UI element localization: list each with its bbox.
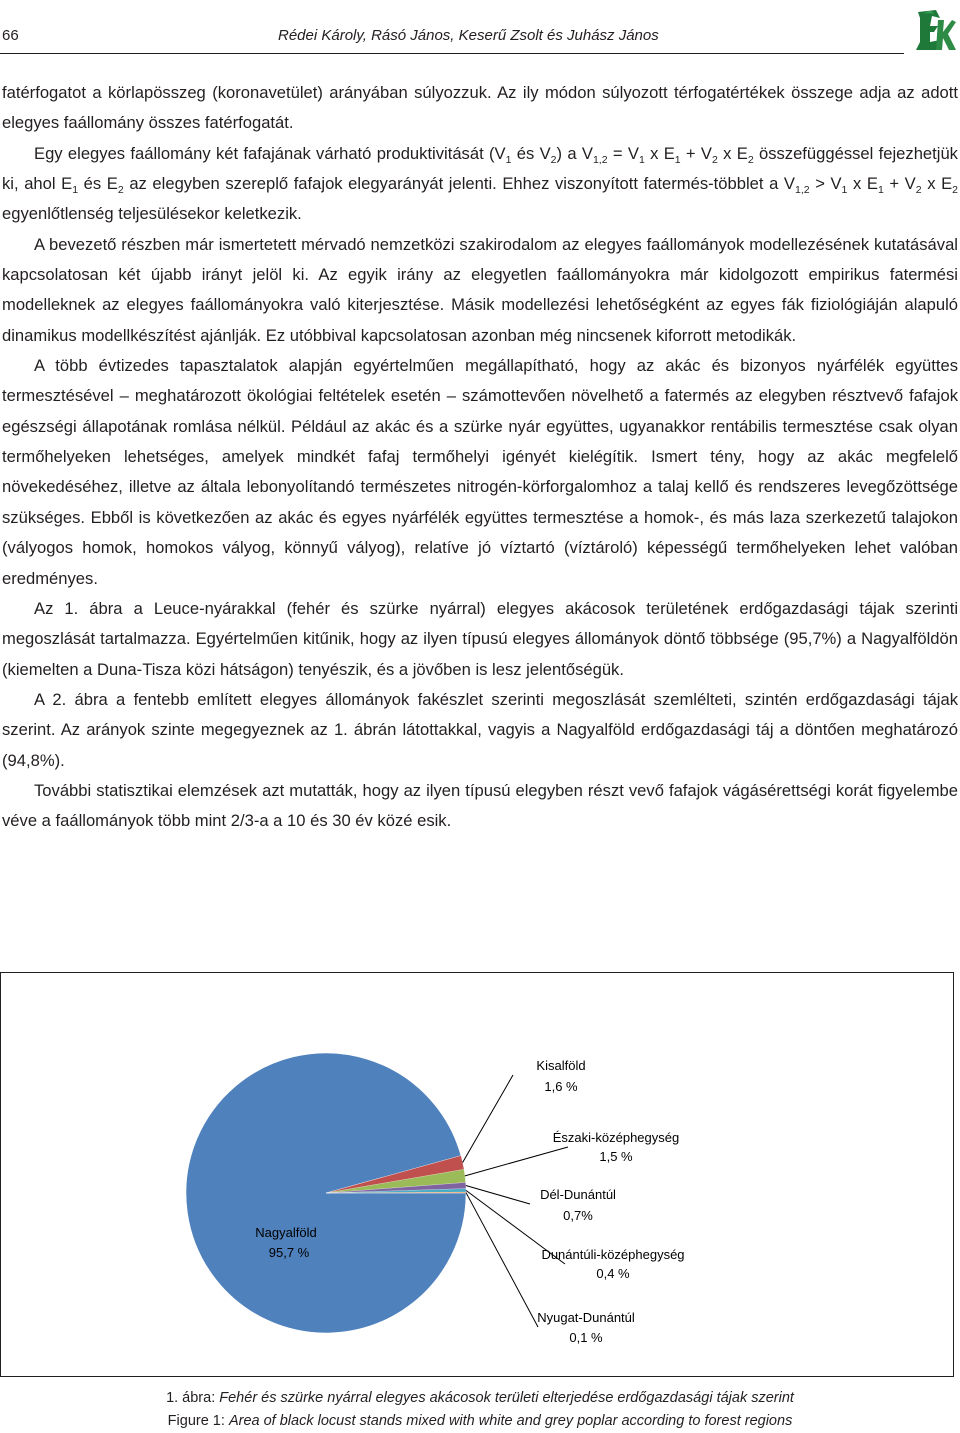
page-number: 66 — [2, 27, 19, 44]
slice-value-label: 1,5 % — [599, 1149, 633, 1164]
leader-line — [466, 1193, 538, 1327]
leader-line — [465, 1147, 568, 1176]
leader-line — [463, 1075, 513, 1162]
paragraph: Az 1. ábra a Leuce-nyárakkal (fehér és szürke nyárral) elegyes akácosok területének erdőgazdasági tájak szerinti megoszlását tartalmazza. Egyértelműen kitűnik, hogy az ilyen típusú elegyes állományok döntő többsége (95,7%) a Nagyalföldön (kiemelten a Duna-Tisza közi hátságon) tenyészik, és a jövőben is lesz jelentőségük. — [2, 598, 958, 679]
paragraph-formula: Egy elegyes faállomány két fafajának várható produktivitását ($V_1$ és $V_2$) a $V_{1,2} = V_1$ x $E_1 + V_2$ x $E_2$ összefüggéssel fejezhetjük ki, ahol $E_1$ és $E_2$ az elegyben szereplő fafajok elegyarányát jelenti. Ehhez viszonyított fatermés-többlet a $V_{1,2} > V_1$ x $E_1 + V_2$ x $E_2$ egyenlőtlenség teljesülésekor keletkezik. — [2, 143, 958, 224]
paragraph: A 2. ábra a fentebb említett elegyes állományok fakészlet szerinti megoszlását szemlélteti, szintén erdőgazdasági tájak szerint. Az arányok szinte megegyeznek az 1. ábrán látottakkal, vagyis a Nagyalföld erdőgazdasági táj a döntően meghatározó (94,8%). — [2, 689, 958, 770]
slice-value-label: 0,7% — [563, 1208, 593, 1223]
header-rule — [0, 53, 904, 54]
pie-chart — [1, 973, 953, 1376]
paragraph: A bevezető részben már ismertetett mérvadó nemzetközi szakirodalom az elegyes faállományok modellezésének kutatásával kapcsolatosan két újabb irányt jelöl ki. Az egyik irány az elegyetlen faállományokra már kidolgozott empirikus fatermési modelleknek az elegyes faállományokra való kiterjesztése. Másik modellezési lehetőségként az egyes fák fiziológiáján alapuló dinamikus modellkészítést ajánlják. Ez utóbbival kapcsolatosan azonban még nincsenek kiforrott metodikák. — [2, 234, 958, 345]
slice-value-label: 0,4 % — [596, 1266, 630, 1281]
journal-logo — [910, 6, 958, 54]
slice-name-label: Nyugat-Dunántúl — [537, 1310, 635, 1325]
slice-name-label: Nagyalföld — [255, 1225, 317, 1240]
running-head-authors: Rédei Károly, Rásó János, Keserű Zsolt és Juhász János — [278, 27, 659, 44]
slice-value-label: 95,7 % — [268, 1245, 310, 1260]
pie-chart-frame — [0, 972, 954, 1377]
paragraph: További statisztikai elemzések azt mutatták, hogy az ilyen típusú elegyben részt vevő fafajok vágásérettségi korát figyelembe véve a faállományok több mint 2/3-a a 10 és 30 év közé esik. — [2, 780, 958, 831]
figure-caption-en: Figure 1: Area of black locust stands mixed with white and grey poplar according to forest regions — [167, 1413, 793, 1429]
figure-caption-hu: 1. ábra: Fehér és szürke nyárral elegyes akácosok területi elterjedése erdőgazdasági tájak szerint — [166, 1390, 794, 1406]
slice-name-label: Dunántúli-középhegység — [541, 1247, 685, 1262]
paragraph: A több évtizedes tapasztalatok alapján egyértelműen megállapítható, hogy az akác és bizonyos nyárfélék együttes termesztésével – meghatározott ökológiai feltételek esetén – számottevően növelhető a fatermés az elegyben résztvevő fafajok egészségi állapotának romlása nélkül. Például az akác és a szürke nyár együttes, ugyanakkor rentábilis termesztése csak olyan termőhelyeken lehetséges, amelyek mindkét fafaj termőhelyi igényét kielégítik. Ismert tény, hogy az akác megfelelő növekedéséhez, illetve az általa lebonyolítandó természetes nitrogén-körforgalomhoz a talaj kellő és rendszeres levegőzöttsége szükséges. Ebből is következően az akác és egyes nyárfélék együttes termesztése a homok-, és más laza szerkezetű talajokon (vályogos homok, homokos vályog, könnyű vályog), relatíve jó víztartó (víztároló) képességű termőhelyeken lehet valóban eredményes. — [2, 356, 958, 588]
slice-name-label: Dél-Dunántúl — [540, 1187, 616, 1202]
page-header — [0, 0, 960, 60]
slice-value-label: 1,6 % — [544, 1079, 578, 1094]
slice-value-label: 0,1 % — [569, 1330, 603, 1345]
slice-name-label: Kisalföld — [536, 1058, 586, 1073]
leader-line — [466, 1186, 530, 1204]
body-text — [2, 78, 958, 837]
slice-name-label: Északi-középhegység — [552, 1130, 680, 1145]
paragraph: fatérfogatot a körlapösszeg (koronavetület) arányában súlyozzuk. Az ily módon súlyozott térfogatértékek összege adja az adott elegyes faállomány összes fatérfogatát. — [2, 83, 958, 133]
